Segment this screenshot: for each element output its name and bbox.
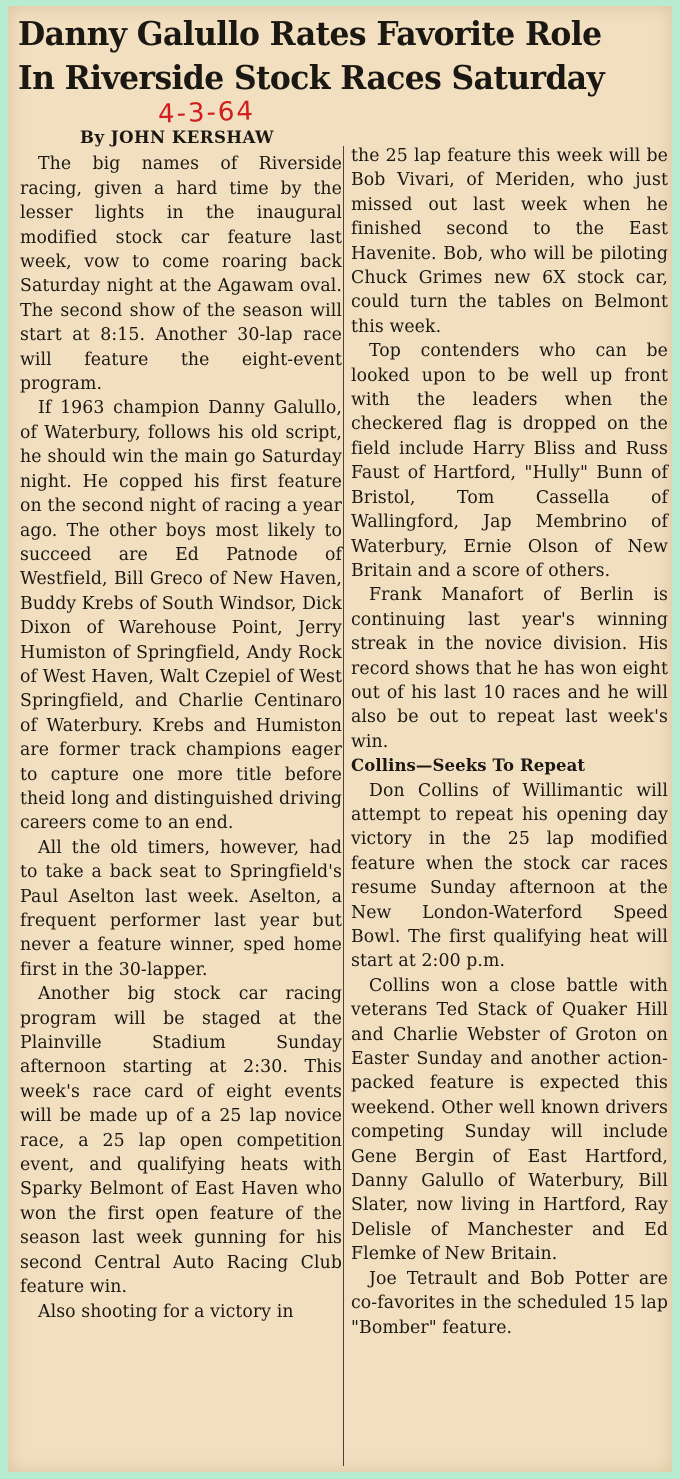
handwritten-date: 4-3-64 [157, 96, 256, 130]
paragraph: Another big stock car racing program will be staged at the Plainville Stadium Sunday afternoon starting at 2:30. This week's race card of eight events will be made up of a 25 lap novice race, a 25 lap open competition event, and qualifying heats with Sparky Belmont of East Haven who won the first open feature of the season last week gunning for his second Central Auto Racing Club feature win. [20, 984, 342, 1298]
right-column [351, 144, 668, 1340]
newspaper-clipping [8, 6, 672, 1472]
byline: By JOHN KERSHAW [80, 128, 275, 147]
headline-line-2: In Riverside Stock Races Saturday [18, 58, 605, 97]
paragraph: Don Collins of Willimantic will attempt to repeat his opening day victory in the 25 lap modified feature when the stock car races resume Sunday afternoon at the New London-Waterford Speed Bowl. The first qualifying heat will start at 2:00 p.m. [351, 780, 668, 972]
paragraph: The big names of Riverside racing, given a hard time by the lesser lights in the inaugural modified stock car feature last week, vow to come roaring back Saturday night at the Agawam oval. The second show of the season will start at 8:15. Another 30-lap race will feature the eight-event program. [20, 154, 342, 395]
paragraph: Top contenders who can be looked upon to be well up front with the leaders when the checkered flag is dropped on the field include Harry Bliss and Russ Faust of Hartford, "Hully" Bunn of Bristol, Tom Cassella of Wallingford, Jap Membrino of Waterbury, Ernie Olson of New Britain and a score of others. [351, 341, 668, 581]
paragraph: Frank Manafort of Berlin is continuing last year's winning streak in the novice division. His record shows that he has won eight out of his last 10 races and he will also be out to repeat last week's win. [351, 585, 668, 752]
paragraph: All the old timers, however, had to take a back seat to Springfield's Paul Aselton last week. Aselton, a frequent performer last year but never a feature winner, sped home first in the 30-lapper. [20, 837, 342, 980]
headline-line-1: Danny Galullo Rates Favorite Role [18, 14, 602, 53]
column-divider [343, 146, 344, 1466]
subheading: Collins—Seeks To Repeat [351, 756, 586, 776]
paragraph: Also shooting for a victory in [38, 1301, 294, 1322]
paragraph: the 25 lap feature this week will be Bob Vivari, of Meriden, who just missed out last week when he finished second to the East Havenite. Bob, who will be piloting Chuck Grimes new 6X stock car, could turn the tables on Belmont this week. [351, 146, 668, 337]
paragraph: If 1963 champion Danny Galullo, of Waterbury, follows his old script, he should win the main go Saturday night. He copped his first feature on the second night of racing a year ago. The other boys most likely to succeed are Ed Patnode of Westfield, Bill Greco of New Haven, Buddy Krebs of South Windsor, Dick Dixon of Warehouse Point, Jerry Humiston of Springfield, Andy Rock of West Haven, Walt Czepiel of West Springfield, and Charlie Centinaro of Waterbury. Krebs and Humiston are former track champions eager to capture one more title before theid long and distinguished driving careers come to an end. [20, 398, 342, 834]
paragraph: Joe Tetrault and Bob Potter are co-favorites in the scheduled 15 lap "Bomber" feature. [351, 1268, 668, 1338]
headline [18, 12, 636, 100]
left-column [20, 126, 342, 1324]
paragraph: Collins won a close battle with veterans Ted Stack of Quaker Hill and Charlie Webster of Groton on Easter Sunday and another action-packed feature is expected this weekend. Other well known drivers competing Sunday will include Gene Bergin of East Hartford, Danny Galullo of Waterbury, Bill Slater, now living in Hartford, Ray Delisle of Manchester and Ed Flemke of New Britain. [351, 975, 668, 1265]
